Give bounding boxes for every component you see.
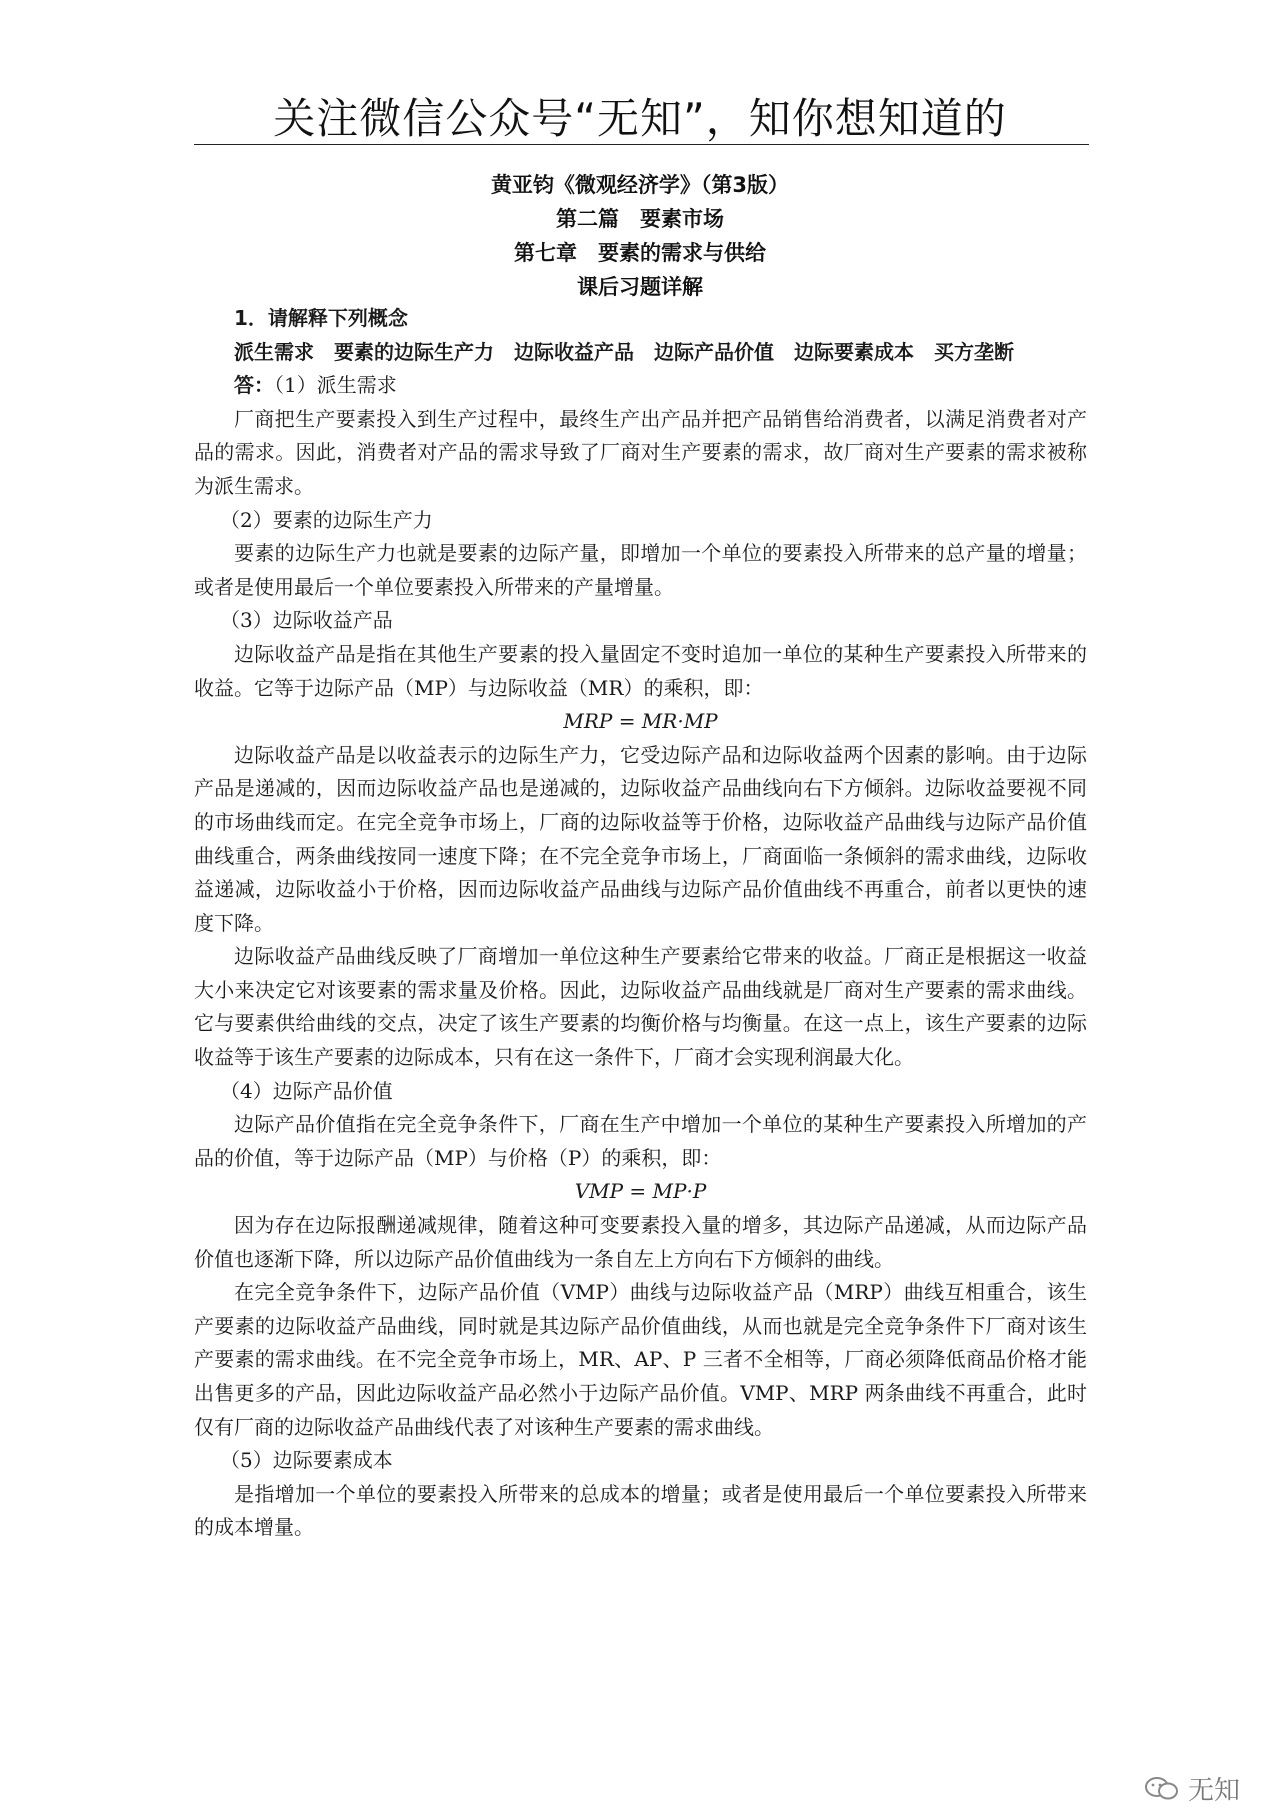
paragraph: 边际收益产品是指在其他生产要素的投入量固定不变时追加一单位的某种生产要素投入所带来的收益。它等于边际产品（MP）与边际收益（MR）的乘积，即：	[194, 641, 1087, 700]
question-terms: 派生需求 要素的边际生产力 边际收益产品 边际产品价值 边际要素成本 买方垄断	[234, 339, 1014, 364]
question-heading: 1．请解释下列概念	[234, 306, 408, 330]
chapter-title: 第七章 要素的需求与供给	[514, 241, 766, 265]
paragraph: 边际收益产品是以收益表示的边际生产力，它受边际产品和边际收益两个因素的影响。由于边际产品是递减的，因而边际收益产品也是递减的，边际收益产品曲线向右下方倾斜。边际收益要视不同的市场曲线而定。在完全竞争市场上，厂商的边际收益等于价格，边际收益产品曲线与边际产品价值曲线重合，两条曲线按同一速度下降；在不完全竞争市场上，厂商面临一条倾斜的需求曲线，边际收益递减，边际收益小于价格，因而边际收益产品曲线与边际产品价值曲线不再重合，前者以更快的速度下降。	[194, 742, 1087, 935]
watermark	[1144, 1770, 1240, 1807]
book-title: 黄亚钧《微观经济学》（第3版）	[490, 173, 790, 197]
equation-mrp: MRP = MR·MP	[563, 709, 718, 734]
paragraph: 因为存在边际报酬递减规律，随着这种可变要素投入量的增多，其边际产品递减，从而边际产品价值也逐渐下降，所以边际产品价值曲线为一条自左上方向右下方倾斜的曲线。	[194, 1213, 1087, 1271]
section-title: 课后习题详解	[577, 275, 703, 299]
subsection-title: （4）边际产品价值	[220, 1078, 393, 1103]
paragraph: 边际收益产品曲线反映了厂商增加一单位这种生产要素给它带来的收益。厂商正是根据这一收益大小来决定它对该要素的需求量及价格。因此，边际收益产品曲线就是厂商对生产要素的需求曲线。它与要素供给曲线的交点，决定了该生产要素的均衡价格与均衡量。在这一点上，该生产要素的边际收益等于该生产要素的边际成本，只有在这一条件下，厂商才会实现利润最大化。	[194, 944, 1087, 1070]
subsection-title: （1）派生需求	[274, 373, 397, 398]
paragraph: 在完全竞争条件下，边际产品价值（VMP）曲线与边际收益产品（MRP）曲线互相重合，该生产要素的边际收益产品曲线，同时就是其边际产品价值曲线，从而也就是完全竞争条件下厂商对该生产要素的需求曲线。在不完全竞争市场上，MR、AP、P 三者不全相等，厂商必须降低商品价格才能出售更多的产品，因此边际收益产品必然小于边际产品价值。VMP、MRP 两条曲线不再重合，此时仅有厂商的边际收益产品曲线代表了对该种生产要素的需求曲线。	[194, 1280, 1087, 1439]
subsection-title: （5）边际要素成本	[220, 1448, 393, 1473]
wechat-icon	[1144, 1776, 1180, 1802]
part-title: 第二篇 要素市场	[556, 207, 724, 231]
watermark-text: 无知	[1187, 1776, 1240, 1806]
document-titles	[0, 168, 1280, 304]
subsection-title: （2）要素的边际生产力	[220, 507, 433, 532]
equation-vmp: VMP = MP·P	[574, 1179, 707, 1204]
subsection-title: （3）边际收益产品	[220, 608, 393, 633]
answer-intro	[194, 369, 1087, 403]
paragraph: 厂商把生产要素投入到生产过程中，最终生产出产品并把产品销售给消费者，以满足消费者对产品的需求。因此，消费者对产品的需求导致了厂商对生产要素的需求，故厂商对生产要素的需求被称为派生需求。	[194, 406, 1087, 498]
paragraph: 要素的边际生产力也就是要素的边际产量，即增加一个单位的要素投入所带来的总产量的增量；或者是使用最后一个单位要素投入所带来的产量增量。	[194, 541, 1087, 599]
paragraph: 边际产品价值指在完全竞争条件下，厂商在生产中增加一个单位的某种生产要素投入所增加的产品的价值，等于边际产品（MP）与价格（P）的乘积，即：	[194, 1112, 1087, 1170]
document-body	[194, 302, 1087, 1545]
banner-heading: 关注微信公众号“无知”，知你想知道的	[273, 94, 1007, 143]
header-rule	[194, 144, 1089, 145]
paragraph: 是指增加一个单位的要素投入所带来的总成本的增量；或者是使用最后一个单位要素投入所带来的成本增量。	[194, 1481, 1087, 1540]
answer-label: 答：	[234, 373, 274, 398]
